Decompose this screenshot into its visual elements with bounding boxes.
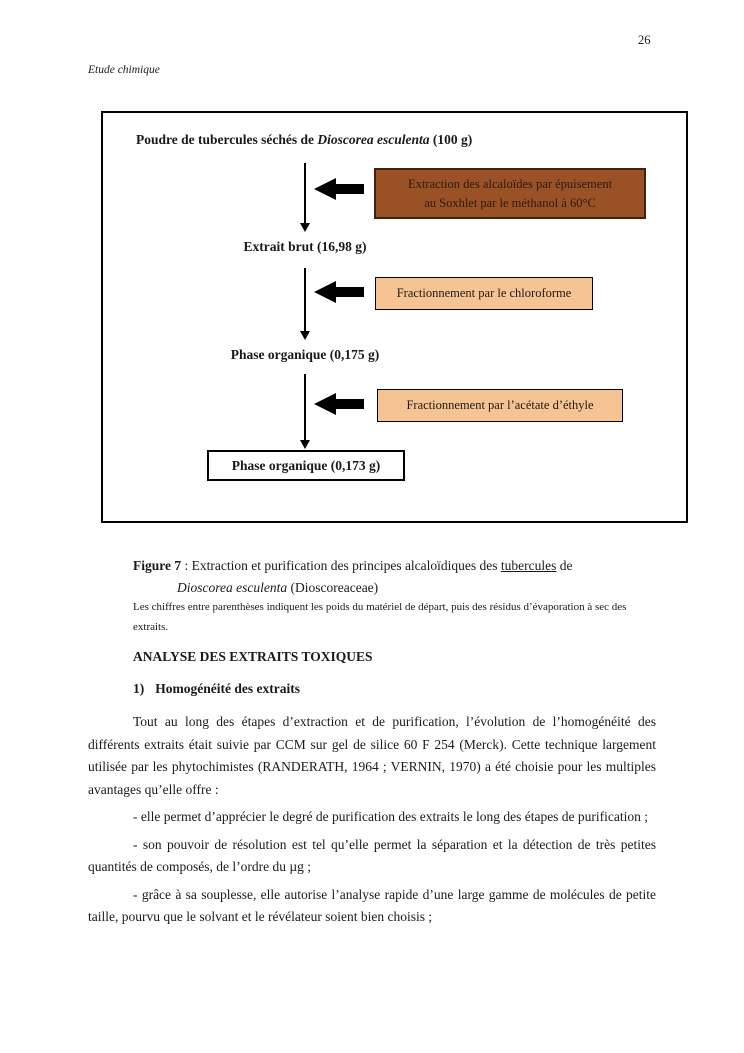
down-arrow-1 — [300, 163, 310, 232]
source-title-prefix: Poudre de tubercules séchés de — [136, 132, 318, 147]
body-text — [88, 711, 656, 934]
flowchart-frame — [101, 111, 688, 523]
figure-caption-text-end: de — [556, 558, 573, 573]
figure-caption-species: Dioscorea esculenta — [177, 580, 288, 595]
figure-caption — [133, 555, 663, 599]
species-name: Dioscorea esculenta — [317, 132, 430, 147]
paragraph-bullet-1: - elle permet d’apprécier le degré de purification des extraits le long des étapes de purification ; — [133, 809, 649, 824]
down-arrow-3 — [300, 374, 310, 449]
process-box-extraction — [374, 168, 646, 219]
node-extrait-brut: Extrait brut (16,98 g) — [243, 239, 367, 254]
subheading-title: Homogénéité des extraits — [155, 681, 300, 696]
figure-caption-line2 — [133, 577, 663, 599]
figure-note: Les chiffres entre parenthèses indiquent les poids du matériel de départ, puis des résidus d’évaporation à sec des extraits. — [133, 601, 627, 633]
source-title-suffix: (100 g) — [429, 132, 473, 147]
figure-caption-underlined-word: tubercules — [500, 558, 557, 573]
process-box-chloroforme: Fractionnement par le chloroforme — [375, 277, 593, 310]
left-arrow-icon-1 — [314, 177, 364, 201]
running-header: Etude chimique — [88, 64, 160, 76]
figure-caption-text: Extraction et purification des principes alcaloïdiques des — [191, 558, 501, 573]
flowchart-source-title — [136, 132, 472, 148]
figure-caption-line1 — [133, 555, 663, 577]
left-arrow-icon-2 — [314, 280, 364, 304]
process-box-acetate: Fractionnement par l’acétate d’éthyle — [377, 389, 623, 422]
process-box-extraction-line2: au Soxhlet par le méthanol à 60°C — [424, 196, 596, 210]
node-phase-organique-1: Phase organique (0,175 g) — [230, 347, 380, 362]
node-phase-organique-2: Phase organique (0,173 g) — [207, 450, 405, 481]
section-heading: ANALYSE DES EXTRAITS TOXIQUES — [133, 649, 373, 664]
section-subheading — [133, 681, 300, 697]
figure-caption-separator: : — [181, 558, 192, 573]
paragraph-bullet-2: - son pouvoir de résolution est tel qu’elle permet la séparation et la détection de très petites quantités de composés, de l’ordre du µg ; — [88, 836, 656, 874]
subheading-number: 1) — [133, 681, 145, 696]
left-arrow-icon-3 — [314, 392, 364, 416]
page-number: 26 — [638, 33, 651, 47]
figure-caption-label: Figure 7 — [133, 558, 182, 573]
figure-caption-family: (Dioscoreaceae) — [287, 580, 379, 595]
down-arrow-2 — [300, 268, 310, 340]
paragraph-intro: Tout au long des étapes d’extraction et de purification, l’évolution de l’homogénéité des différents extraits était suivie par CCM sur gel de silice 60 F 254 (Merck). Cette technique largement utilisée par les phytochimistes (RANDERATH, 1964 ; VERNIN, 1970) a été choisie pour les multiples avantages qu’elle offre : — [88, 714, 656, 797]
process-box-extraction-line1: Extraction des alcaloïdes par épuisement — [407, 177, 613, 191]
paragraph-bullet-3: - grâce à sa souplesse, elle autorise l’analyse rapide d’une large gamme de molécules de petite taille, pourvu que le solvant et le révélateur soient bien choisis ; — [88, 886, 656, 924]
